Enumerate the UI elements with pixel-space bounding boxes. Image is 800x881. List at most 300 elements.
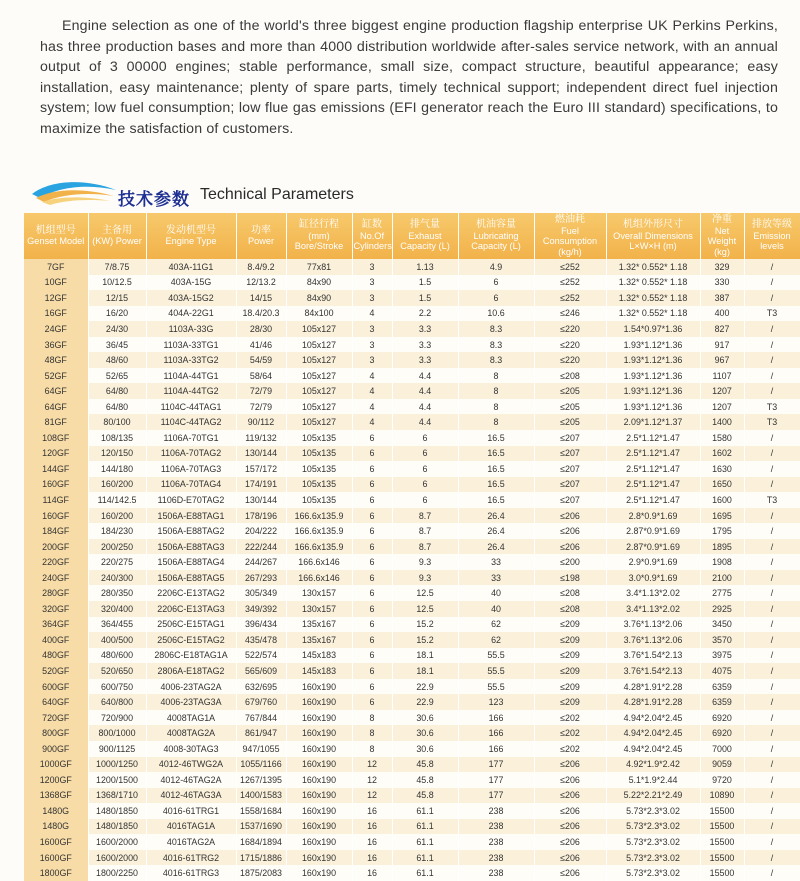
table-cell: 1480G: [24, 803, 88, 819]
table-cell: 26.4: [458, 539, 534, 555]
table-cell: 16/20: [88, 306, 146, 322]
table-cell: 3: [352, 321, 392, 337]
table-cell: 1684/1894: [236, 834, 286, 850]
table-cell: 177: [458, 757, 534, 773]
table-cell: 177: [458, 788, 534, 804]
table-cell: 1400/1583: [236, 788, 286, 804]
table-cell: ≤220: [534, 337, 606, 353]
table-cell: 9720: [700, 772, 744, 788]
table-cell: 1267/1395: [236, 772, 286, 788]
column-header-cn: 主备用: [102, 224, 132, 236]
table-cell: 4.94*2.04*2.45: [606, 741, 700, 757]
table-cell: 61.1: [392, 865, 458, 881]
table-cell: 174/191: [236, 477, 286, 493]
table-cell: /: [744, 741, 800, 757]
section-header: [30, 176, 530, 212]
table-cell: 1207: [700, 383, 744, 399]
table-cell: 1558/1684: [236, 803, 286, 819]
table-row: [24, 865, 800, 881]
column-header-en: Net Weight (kg): [707, 225, 737, 257]
table-cell: 2.8*0.9*1.69: [606, 508, 700, 524]
table-cell: 1103A-33G: [146, 321, 236, 337]
table-cell: 305/349: [236, 585, 286, 601]
table-cell: 679/760: [236, 694, 286, 710]
table-cell: 40: [458, 601, 534, 617]
table-cell: 2806C-E18TAG1A: [146, 648, 236, 664]
column-header: [146, 213, 236, 259]
table-cell: 166.6x135.9: [286, 508, 352, 524]
table-cell: 8: [458, 414, 534, 430]
table-cell: 33: [458, 570, 534, 586]
table-cell: 1600/2000: [88, 834, 146, 850]
table-cell: 130/144: [236, 446, 286, 462]
table-cell: 16: [352, 865, 392, 881]
table-cell: 16.5: [458, 461, 534, 477]
table-cell: 6: [352, 477, 392, 493]
table-row: [24, 803, 800, 819]
table-cell: 84x100: [286, 306, 352, 322]
table-cell: 12: [352, 788, 392, 804]
table-cell: T3: [744, 306, 800, 322]
column-header: [606, 213, 700, 259]
table-cell: 61.1: [392, 819, 458, 835]
table-cell: 61.1: [392, 834, 458, 850]
table-cell: 6: [352, 585, 392, 601]
table-cell: 1400: [700, 414, 744, 430]
table-cell: 108GF: [24, 430, 88, 446]
table-cell: 77x81: [286, 259, 352, 275]
table-cell: 1106D-E70TAG2: [146, 492, 236, 508]
table-cell: 62: [458, 617, 534, 633]
table-cell: 3.4*1.13*2.02: [606, 585, 700, 601]
table-cell: 1715/1886: [236, 850, 286, 866]
table-cell: 45.8: [392, 772, 458, 788]
table-cell: /: [744, 834, 800, 850]
table-cell: 632/695: [236, 679, 286, 695]
table-cell: 55.5: [458, 679, 534, 695]
table-cell: 403A-15G: [146, 275, 236, 291]
table-cell: 320GF: [24, 601, 88, 617]
table-cell: /: [744, 290, 800, 306]
table-cell: 6: [352, 430, 392, 446]
table-cell: 157/172: [236, 461, 286, 477]
table-row: [24, 383, 800, 399]
column-header-en: No.Of Cylinders: [353, 230, 392, 252]
table-cell: 4.94*2.04*2.45: [606, 710, 700, 726]
table-cell: 1000/1250: [88, 757, 146, 773]
table-cell: 30.6: [392, 710, 458, 726]
table-cell: 6: [352, 539, 392, 555]
column-header-cn: 燃油耗: [555, 214, 585, 225]
table-cell: 61.1: [392, 803, 458, 819]
table-cell: 8.3: [458, 337, 534, 353]
table-cell: 330: [700, 275, 744, 291]
table-cell: /: [744, 803, 800, 819]
section-title-en: Technical Parameters: [200, 186, 354, 203]
table-row: [24, 352, 800, 368]
table-cell: 435/478: [236, 632, 286, 648]
table-cell: /: [744, 819, 800, 835]
table-cell: 58/64: [236, 368, 286, 384]
table-cell: 917: [700, 337, 744, 353]
column-header-en: Fuel Consumption (kg/h): [542, 225, 598, 257]
table-cell: 1103A-33TG2: [146, 352, 236, 368]
table-cell: ≤202: [534, 725, 606, 741]
column-header: [24, 213, 88, 259]
table-cell: T3: [744, 414, 800, 430]
table-cell: 8: [352, 710, 392, 726]
table-cell: 1506A-E88TAG3: [146, 539, 236, 555]
table-cell: 1895: [700, 539, 744, 555]
table-cell: 3.76*1.54*2.13: [606, 663, 700, 679]
table-cell: 396/434: [236, 617, 286, 633]
table-cell: 36GF: [24, 337, 88, 353]
table-cell: 1.32* 0.552* 1.18: [606, 306, 700, 322]
table-cell: 3570: [700, 632, 744, 648]
table-cell: ≤206: [534, 508, 606, 524]
table-cell: 1800GF: [24, 865, 88, 881]
table-cell: 220/275: [88, 554, 146, 570]
table-cell: 84x90: [286, 290, 352, 306]
table-row: [24, 259, 800, 275]
table-cell: 3975: [700, 648, 744, 664]
table-cell: 2.5*1.12*1.47: [606, 477, 700, 493]
table-row: [24, 601, 800, 617]
table-cell: 1.93*1.12*1.36: [606, 399, 700, 415]
table-cell: 24GF: [24, 321, 88, 337]
table-cell: 1106A-70TAG4: [146, 477, 236, 493]
table-cell: 238: [458, 834, 534, 850]
table-cell: 320/400: [88, 601, 146, 617]
table-cell: ≤207: [534, 446, 606, 462]
table-cell: 520/650: [88, 663, 146, 679]
table-cell: /: [744, 275, 800, 291]
column-header: [392, 213, 458, 259]
table-cell: T3: [744, 399, 800, 415]
table-cell: 2925: [700, 601, 744, 617]
table-cell: 177: [458, 772, 534, 788]
table-cell: 6: [352, 679, 392, 695]
table-row: [24, 461, 800, 477]
table-cell: 238: [458, 850, 534, 866]
table-cell: 3: [352, 275, 392, 291]
table-cell: 40: [458, 585, 534, 601]
table-cell: 178/196: [236, 508, 286, 524]
table-cell: 2206C-E13TAG3: [146, 601, 236, 617]
table-cell: 200GF: [24, 539, 88, 555]
table-cell: 2806A-E18TAG2: [146, 663, 236, 679]
table-cell: 6: [352, 554, 392, 570]
table-cell: 900/1125: [88, 741, 146, 757]
table-cell: /: [744, 585, 800, 601]
table-cell: 6: [458, 290, 534, 306]
table-cell: 8.7: [392, 539, 458, 555]
table-cell: /: [744, 772, 800, 788]
table-cell: 6: [352, 601, 392, 617]
technical-parameters-table: [24, 213, 800, 881]
column-header-en: Engine Type: [165, 236, 217, 246]
table-cell: 135x167: [286, 632, 352, 648]
table-cell: 16: [352, 803, 392, 819]
table-cell: ≤205: [534, 383, 606, 399]
table-cell: 12: [352, 772, 392, 788]
table-cell: 16: [352, 850, 392, 866]
table-cell: ≤252: [534, 259, 606, 275]
table-cell: /: [744, 383, 800, 399]
table-cell: 222/244: [236, 539, 286, 555]
table-cell: /: [744, 679, 800, 695]
table-cell: 15500: [700, 850, 744, 866]
intro-paragraph: [40, 16, 778, 140]
table-cell: 720/900: [88, 710, 146, 726]
table-cell: 1.32* 0.552* 1.18: [606, 290, 700, 306]
table-cell: 16.5: [458, 430, 534, 446]
table-cell: 1795: [700, 523, 744, 539]
column-header-en: Lubricating Capacity (L): [471, 230, 521, 252]
table-cell: 1600GF: [24, 850, 88, 866]
table-cell: 160/200: [88, 477, 146, 493]
table-cell: 4.4: [392, 414, 458, 430]
table-cell: 6: [352, 492, 392, 508]
table-cell: ≤205: [534, 399, 606, 415]
table-cell: 364GF: [24, 617, 88, 633]
table-row: [24, 368, 800, 384]
table-cell: 4.92*1.9*2.42: [606, 757, 700, 773]
table-cell: 15500: [700, 865, 744, 881]
table-cell: 166: [458, 710, 534, 726]
table-cell: 1104A-44TG1: [146, 368, 236, 384]
table-cell: 6: [352, 508, 392, 524]
table-cell: 105x135: [286, 446, 352, 462]
table-cell: 9.3: [392, 570, 458, 586]
table-cell: /: [744, 570, 800, 586]
table-cell: 220GF: [24, 554, 88, 570]
table-cell: 238: [458, 819, 534, 835]
table-cell: 105x127: [286, 337, 352, 353]
table-cell: 800GF: [24, 725, 88, 741]
table-cell: 2506C-E15TAG2: [146, 632, 236, 648]
table-cell: 166.6x146: [286, 570, 352, 586]
table-cell: 4.28*1.91*2.28: [606, 694, 700, 710]
table-cell: 6: [392, 492, 458, 508]
table-cell: 9.3: [392, 554, 458, 570]
table-cell: 8: [458, 399, 534, 415]
table-cell: /: [744, 508, 800, 524]
table-cell: 4: [352, 368, 392, 384]
column-header: [88, 213, 146, 259]
table-row: [24, 585, 800, 601]
table-cell: 2506C-E15TAG1: [146, 617, 236, 633]
table-cell: ≤206: [534, 757, 606, 773]
table-cell: 7/8.75: [88, 259, 146, 275]
table-cell: 244/267: [236, 554, 286, 570]
table-row: [24, 850, 800, 866]
table-row: [24, 570, 800, 586]
table-cell: 6: [352, 694, 392, 710]
table-cell: ≤198: [534, 570, 606, 586]
table-cell: ≤202: [534, 741, 606, 757]
table-cell: 1650: [700, 477, 744, 493]
table-cell: /: [744, 430, 800, 446]
table-row: [24, 757, 800, 773]
table-cell: /: [744, 539, 800, 555]
table-cell: 3.3: [392, 321, 458, 337]
table-cell: 800/1000: [88, 725, 146, 741]
table-cell: 2.5*1.12*1.47: [606, 492, 700, 508]
table-cell: 1055/1166: [236, 757, 286, 773]
table-cell: 6: [392, 461, 458, 477]
table-cell: 64GF: [24, 383, 88, 399]
table-cell: 1200/1500: [88, 772, 146, 788]
table-cell: 48GF: [24, 352, 88, 368]
table-cell: 145x183: [286, 663, 352, 679]
table-cell: 105x135: [286, 477, 352, 493]
table-cell: 18.4/20.3: [236, 306, 286, 322]
table-cell: 8: [352, 741, 392, 757]
table-cell: 4: [352, 383, 392, 399]
table-cell: ≤206: [534, 850, 606, 866]
table-cell: 2.9*0.9*1.69: [606, 554, 700, 570]
table-cell: 72/79: [236, 399, 286, 415]
table-cell: 1.54*0.97*1.36: [606, 321, 700, 337]
swoosh-icon: [30, 176, 120, 210]
table-cell: 6: [352, 523, 392, 539]
table-cell: 280GF: [24, 585, 88, 601]
table-row: [24, 663, 800, 679]
table-cell: 8.7: [392, 508, 458, 524]
table-cell: 135x167: [286, 617, 352, 633]
table-cell: 62: [458, 632, 534, 648]
table-row: [24, 414, 800, 430]
section-title-cn: 技术参数: [118, 190, 190, 209]
table-cell: 3.76*1.13*2.06: [606, 617, 700, 633]
table-cell: 105x127: [286, 368, 352, 384]
column-header: [352, 213, 392, 259]
table-cell: 1104A-44TG2: [146, 383, 236, 399]
column-header-en: Exhaust Capacity (L): [400, 230, 450, 252]
column-header: [700, 213, 744, 259]
column-header-cn: 排放等级: [752, 219, 792, 231]
table-cell: 4.94*2.04*2.45: [606, 725, 700, 741]
table-cell: /: [744, 461, 800, 477]
table-cell: 4.4: [392, 399, 458, 415]
table-cell: 4006-23TAG2A: [146, 679, 236, 695]
column-header-cn: 缸径行程: [299, 219, 339, 231]
table-cell: 3: [352, 337, 392, 353]
table-cell: 160x190: [286, 850, 352, 866]
table-cell: 1107: [700, 368, 744, 384]
column-header-cn: 净重: [712, 214, 732, 225]
table-row: [24, 710, 800, 726]
table-cell: 1506A-E88TAG4: [146, 554, 236, 570]
table-row: [24, 477, 800, 493]
table-cell: 4.4: [392, 383, 458, 399]
table-cell: 1800/2250: [88, 865, 146, 881]
table-cell: 9059: [700, 757, 744, 773]
table-cell: 2.5*1.12*1.47: [606, 461, 700, 477]
table-cell: 160x190: [286, 772, 352, 788]
table-cell: 6359: [700, 694, 744, 710]
table-cell: /: [744, 865, 800, 881]
table-cell: 8.3: [458, 352, 534, 368]
table-cell: 108/135: [88, 430, 146, 446]
table-cell: ≤246: [534, 306, 606, 322]
table-cell: /: [744, 850, 800, 866]
table-cell: 12GF: [24, 290, 88, 306]
table-cell: 10890: [700, 788, 744, 804]
table-cell: 4012-46TAG3A: [146, 788, 236, 804]
table-cell: ≤209: [534, 632, 606, 648]
table-cell: 10/12.5: [88, 275, 146, 291]
table-row: [24, 694, 800, 710]
table-cell: 16: [352, 819, 392, 835]
table-cell: 1.93*1.12*1.36: [606, 383, 700, 399]
table-cell: 30.6: [392, 725, 458, 741]
table-cell: 4016TAG2A: [146, 834, 236, 850]
table-cell: 6920: [700, 710, 744, 726]
table-cell: /: [744, 694, 800, 710]
table-row: [24, 834, 800, 850]
table-cell: 12.5: [392, 585, 458, 601]
table-cell: 4016-61TRG1: [146, 803, 236, 819]
table-cell: 238: [458, 803, 534, 819]
table-cell: 5.73*2.3*3.02: [606, 819, 700, 835]
table-cell: ≤209: [534, 679, 606, 695]
table-cell: ≤207: [534, 430, 606, 446]
column-header-cn: 功率: [251, 224, 271, 236]
table-row: [24, 554, 800, 570]
table-cell: 160x190: [286, 788, 352, 804]
table-cell: 3.3: [392, 337, 458, 353]
table-cell: 2.5*1.12*1.47: [606, 446, 700, 462]
table-cell: 1602: [700, 446, 744, 462]
table-cell: 1506A-E88TAG2: [146, 523, 236, 539]
table-cell: /: [744, 554, 800, 570]
column-header-cn: 缸数: [362, 219, 382, 231]
table-row: [24, 772, 800, 788]
table-cell: ≤207: [534, 477, 606, 493]
table-cell: 8.3: [458, 321, 534, 337]
table-cell: 16.5: [458, 477, 534, 493]
table-cell: /: [744, 725, 800, 741]
table-cell: 61.1: [392, 850, 458, 866]
table-cell: 5.73*2.3*3.02: [606, 865, 700, 881]
table-cell: ≤202: [534, 710, 606, 726]
table-cell: 1506A-E88TAG1: [146, 508, 236, 524]
table-cell: 160x190: [286, 803, 352, 819]
table-cell: 90/112: [236, 414, 286, 430]
table-cell: 1.93*1.12*1.36: [606, 352, 700, 368]
table-cell: 900GF: [24, 741, 88, 757]
table-cell: /: [744, 446, 800, 462]
table-cell: 3.76*1.13*2.06: [606, 632, 700, 648]
table-row: [24, 632, 800, 648]
table-cell: 3: [352, 290, 392, 306]
table-cell: 1875/2083: [236, 865, 286, 881]
column-header-en: Overall Dimensions L×W×H (m): [613, 230, 693, 252]
table-cell: 120GF: [24, 446, 88, 462]
table-cell: 240GF: [24, 570, 88, 586]
table-cell: 280/350: [88, 585, 146, 601]
table-cell: T3: [744, 492, 800, 508]
table-cell: 160x190: [286, 819, 352, 835]
table-cell: ≤207: [534, 492, 606, 508]
table-cell: 22.9: [392, 679, 458, 695]
table-cell: 2.87*0.9*1.69: [606, 523, 700, 539]
table-row: [24, 446, 800, 462]
table-cell: 184GF: [24, 523, 88, 539]
table-cell: 160x190: [286, 710, 352, 726]
